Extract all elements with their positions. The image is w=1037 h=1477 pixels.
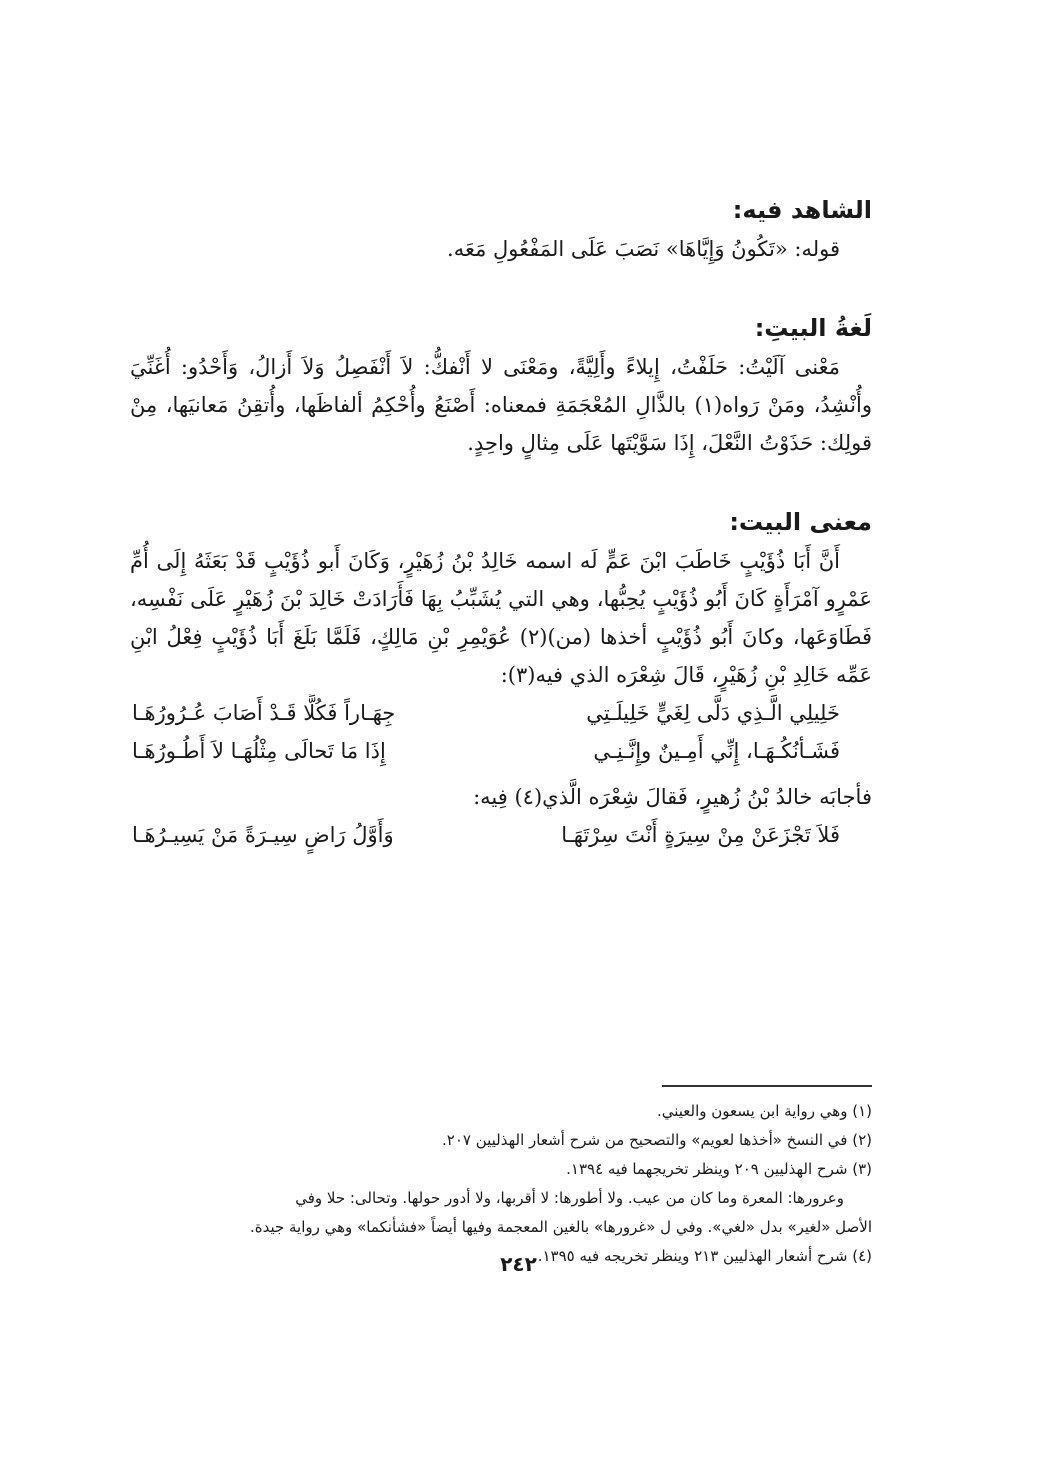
section-gap [130,462,872,502]
footnote-3: (٣) شرح الهذليين ٢٠٩ وينظر تخريجهما فيه ١٣٩٤. [566,1160,872,1178]
section-gap [130,268,872,308]
verse-hemistich-first: فَلاَ تَجْزَعَنْ مِنْ سِيرَةٍ أَنْتَ سِرْتَهَـا [561,823,840,847]
shahid-heading: الشاهد فيه: [732,196,872,224]
verse-hemistich-first: فَشَـأنُكُـهَـا، إِنِّي أَمِـينٌ وإِنَّـنِـي [593,739,840,763]
footnote-1: (١) وهي رواية ابن يسعون والعيني. [656,1102,872,1120]
lugha-heading: لَغةُ البيتِ: [754,314,872,342]
shahid-text: قوله: «تَكُونُ وَإِيَّاهَا» نَصَبَ عَلَى المَفْعُولِ مَعَه. [447,237,840,261]
footnote-4: (٤) شرح أشعار الهذليين ٢١٣ وينظر تخريجه فيه ١٣٩٥. [537,1247,872,1265]
verse-hemistich-second: وَأَوَّلُ رَاضٍ سِيـرَةً مَنْ يَسِيـرُهَـا [132,823,394,847]
verse-line [130,732,872,770]
footnote-3-continuation: وعرورها: المعرة وما كان من عيب. ولا أطورها: لا أقربها، ولا أدور حولها. وتحالى: حلا وفي [295,1189,844,1207]
verse-hemistich-second: جِهَـاراً فَكُلًّا قَـدْ أَصَابَ عُـرُورُهَـا [132,701,396,725]
footnotes [130,1097,872,1271]
verse-hemistich-second: إِذَا مَا تَحالَى مِثْلُهَـا لاَ أَطُـورُهَـا [132,739,386,763]
footnote-2: (٢) في النسخ «أخذها لعويم» والتصحيح من شرح أشعار الهذليين ٢٠٧. [441,1131,872,1149]
reply-text: فأجابَه خالدُ بْنُ زُهيرٍ، فَقالَ شِعْرَه الَّذي(٤) فِيه: [473,785,872,809]
verse-hemistich-first: خَلِيلِي الَّـذِي دَلَّى لِغَيٍّ خَلِيلَـتِي [586,701,840,725]
book-page-body [130,190,872,854]
mana-text: أَنَّ أَبَا ذُؤَيْبٍ خَاطَبَ ابْنَ عَمٍّ لَه اسمه خَالِدُ بْنُ زُهَيْرٍ، وَكَانَ أَبو ذُؤَيْبٍ قَدْ بَعَثَهُ إِلَى أُمِّ عَمْرٍو آمْرَأَةٍ كَانَ أَبُو ذُؤَيْبٍ يُحِبُّها، وهي التي يُشَبِّبُ بِهَا فَأَرَادَتْ خَالِدَ بْنَ زُهَيْرٍ عَلَى نَفْسِه، فَطَاوَعَها، وكانَ أَبُو ذُؤَيْبٍ أخذها (من)(٢) عُوَيْمِرِ بْنِ مَالِكٍ، فَلَمَّا بَلَغَ أَبَا ذُؤَيْبٍ فِعْلُ ابْنِ عَمِّه خَالِدِ بْنِ زُهَيْرٍ، قَالَ شِعْرَه الذي فيه(٣): [130,549,873,687]
page-number: ٢٤٢ [500,1252,537,1276]
lugha-text: مَعْنى آلَيْتُ: حَلَفْتُ، إِيلاءً وأَلِيَّةً، ومَعْنَى لا أَنْفكُّ: لاَ أَنْفَصِلُ وَلاَ أَزالُ، وَأَحْدُو: أُغَنِّيَ وأُنْشِدُ، ومَنْ رَواه(١) بالذَّالِ المُعْجَمَةِ فمعناه: أَصْنَعُ وأُحْكِمُ ألفاظَها، وأُتقِنُ مَعانيَها، مِنْ قولِك: حَذَوْتُ النَّعْلَ، إِذَا سَوَّيْتَها عَلَى مِثالٍ واحِدٍ. [130,355,872,455]
footnote-divider [662,1085,872,1087]
footnote-3-continuation: الأصل «لغير» بدل «لغي». وفي ل «غرورها» بالغين المعجمة وفيها أيضاً «فشأنكما» وهي رواية جيدة. [249,1218,872,1236]
verse-line [130,816,872,854]
verse-line [130,694,872,732]
mana-heading: معنى البيت: [729,508,872,536]
